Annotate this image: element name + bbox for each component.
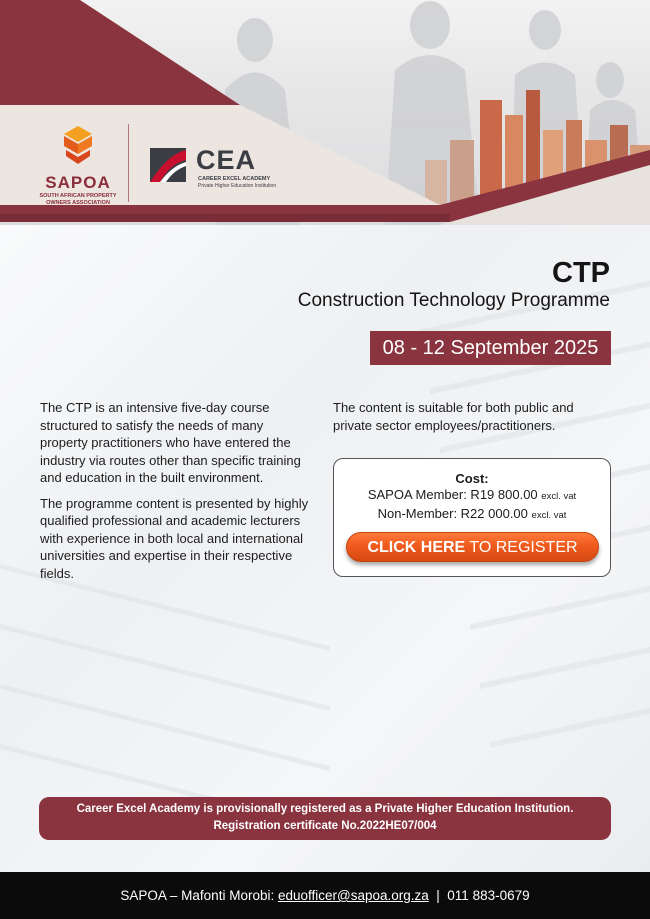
register-button[interactable] [346, 532, 599, 562]
sapoa-tagline-1: SOUTH AFRICAN PROPERTY [39, 193, 117, 199]
cea-name: CEA [196, 145, 257, 175]
footer-contact-name: Mafonti Morobi: [181, 888, 278, 903]
member-price [334, 486, 610, 505]
description-paragraph-2: The programme content is presented by highly qualified professional and academic lecturers with experience in both local and international universities and expertise in their respective fields. [40, 495, 309, 581]
registration-notice [39, 797, 611, 840]
footer-email-link[interactable]: eduofficer@sapoa.org.za [277, 888, 429, 903]
cea-logo [146, 145, 277, 189]
nonmember-price-label: Non-Member: R22 000.00 [377, 506, 528, 521]
nonmember-price [334, 505, 610, 524]
programme-acronym: CTP [552, 257, 610, 289]
sapoa-logo [38, 124, 118, 207]
footer-org: SAPOA [120, 888, 167, 903]
cost-heading: Cost: [455, 471, 489, 486]
cea-tagline: CAREER EXCEL ACADEMY [198, 176, 271, 182]
notice-line-2: Registration certificate No.2022HE07/004 [213, 820, 437, 832]
cost-box [333, 458, 611, 577]
programme-dates: 08 - 12 September 2025 [370, 331, 611, 365]
programme-title: Construction Technology Programme [297, 290, 610, 311]
sapoa-tagline-2: OWNERS ASSOCIATION [46, 200, 110, 206]
footer-contact [0, 872, 650, 919]
footer-separator-2: | [428, 888, 448, 903]
header-banner [0, 0, 650, 225]
sapoa-name: SAPOA [45, 173, 111, 192]
suitability-text: The content is suitable for both public and private sector employees/practitioners. [333, 400, 574, 433]
footer-phone[interactable]: 011 883-0679 [447, 888, 530, 903]
cea-subtitle: Private Higher Education Institution [198, 183, 277, 189]
sapoa-emblem-icon [56, 124, 100, 166]
footer-separator-1: – [166, 888, 182, 903]
member-price-label: SAPOA Member: R19 800.00 [367, 487, 538, 502]
member-price-suffix: excl. vat [541, 491, 577, 502]
notice-line-1: Career Excel Academy is provisionally registered as a Private Higher Education Institution. [76, 803, 574, 815]
register-button-rest: TO REGISTER [465, 539, 578, 556]
register-button-bold: CLICK HERE [367, 539, 466, 556]
nonmember-price-suffix: excl. vat [531, 510, 567, 521]
cea-road-icon [146, 146, 190, 184]
description-paragraph-1: The CTP is an intensive five-day course structured to satisfy the needs of many property practitioners who have entered the industry via routes other than specific training and education in the built environment. [40, 400, 301, 485]
logo-divider [128, 124, 129, 202]
description-column [40, 399, 310, 590]
